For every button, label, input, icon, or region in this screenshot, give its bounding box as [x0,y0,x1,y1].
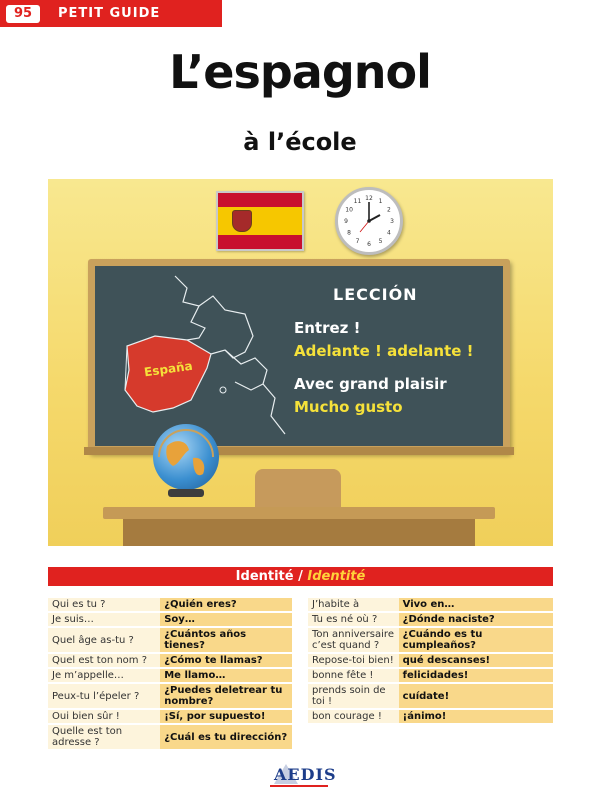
clock-numeral: 4 [386,229,391,237]
clock-numeral: 10 [345,206,353,214]
wall-clock-icon [335,187,403,255]
phrase-row [308,684,553,708]
clock-numeral: 8 [347,229,352,237]
phrase-spanish: Me llamo… [160,669,292,682]
phrase-spanish: cuídate! [399,684,553,708]
phrase-french: bon courage ! [308,710,399,723]
phrase-row [308,669,553,682]
phrase-french: Repose-toi bien! [308,654,399,667]
guide-number: 95 [6,5,40,23]
phrase-row [48,725,292,749]
desk-front [123,519,475,546]
phrase-french: Peux-tu l’épeler ? [48,684,160,708]
section-header [48,567,553,586]
phrase-spanish: Soy… [160,613,292,626]
clock-numeral: 12 [365,195,373,202]
section-title-fr: Identité [235,569,294,584]
phrase-french: Je m’appelle… [48,669,160,682]
phrase-spanish: ¿Cuándo es tu cumpleaños? [399,628,553,652]
phrase-row [48,598,292,611]
globe-icon [153,424,219,490]
phrase-french: Oui bien sûr ! [48,710,160,723]
phrase-row [48,613,292,626]
phrase-row [308,613,553,626]
phrase-spanish: ¿Puedes deletrear tu nombre? [160,684,292,708]
clock-numeral: 11 [353,198,362,206]
page-title: L’espagnol [169,45,431,99]
phrase-row [48,669,292,682]
phrase-spanish: qué descanses! [399,654,553,667]
phrase-row [48,684,292,708]
phrase-french: Qui es tu ? [48,598,160,611]
phrase-spanish: felicidades! [399,669,553,682]
phrase-spanish: ¿Cuál es tu dirección? [160,725,292,749]
phrase-spanish: ¡ánimo! [399,710,553,723]
board-line-1: Entrez ! [294,319,361,337]
phrase-french: prends soin de toi ! [308,684,399,708]
phrase-french: Je suis… [48,613,160,626]
phrase-french: Quel âge as-tu ? [48,628,160,652]
phrase-french: Quel est ton nom ? [48,654,160,667]
phrase-spanish: ¿Cómo te llamas? [160,654,292,667]
clock-numeral: 7 [355,237,360,245]
board-heading: LECCIÓN [333,285,418,304]
phrase-spanish: Vivo en… [399,598,553,611]
clock-numeral: 3 [390,218,394,225]
phrase-row [308,654,553,667]
phrase-row [308,628,553,652]
phrase-row [308,598,553,611]
series-name: PETIT GUIDE [58,6,161,21]
section-title-es: Identité [307,569,366,584]
classroom-illustration [48,179,553,546]
clock-numeral: 6 [367,241,371,248]
phrase-spanish: ¿Dónde naciste? [399,613,553,626]
clock-numeral: 2 [386,206,391,214]
page-subtitle: à l’école [243,128,357,156]
phrase-spanish: ¡Sí, por supuesto! [160,710,292,723]
phrase-row [308,710,553,723]
map-label: España [143,358,194,380]
series-band [0,0,222,27]
board-line-3: Avec grand plaisir [294,375,447,393]
desk-top [103,507,495,519]
phrase-row [48,628,292,652]
section-separator: / [293,569,308,584]
publisher-name: AEDIS [274,765,337,784]
board-line-4: Mucho gusto [294,398,403,416]
clock-numeral: 1 [378,198,383,206]
chalk-tray [84,447,514,455]
globe-stand [168,489,204,497]
spain-flag-icon [216,191,304,251]
clock-numeral: 9 [344,218,348,225]
clock-numeral: 5 [378,237,383,245]
phrase-french: Ton anniversaire c’est quand ? [308,628,399,652]
phrase-french: Quelle est ton adresse ? [48,725,160,749]
phrase-row [48,710,292,723]
board-line-2: Adelante ! adelante ! [294,342,474,360]
phrase-row [48,654,292,667]
phrase-spanish: ¿Quién eres? [160,598,292,611]
coat-of-arms-icon [232,210,252,232]
phrase-table-left [48,596,292,751]
chair-icon [255,469,341,509]
phrase-french: bonne fête ! [308,669,399,682]
phrase-table-right [308,596,553,725]
phrase-french: Tu es né où ? [308,613,399,626]
phrase-spanish: ¿Cuántos años tienes? [160,628,292,652]
phrase-french: J’habite à [308,598,399,611]
